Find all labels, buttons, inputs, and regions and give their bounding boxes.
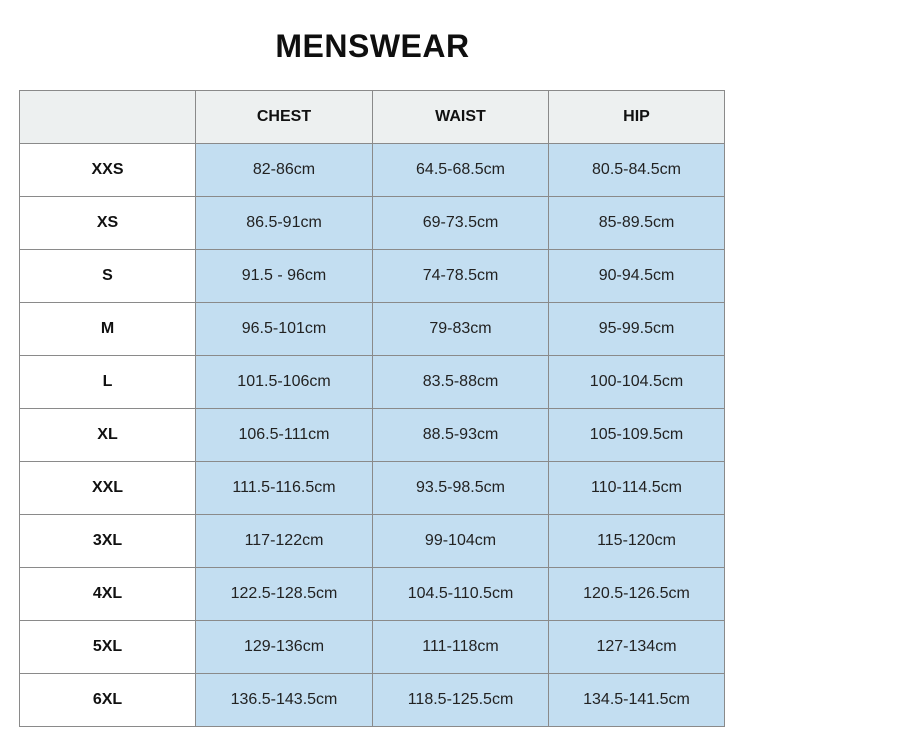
size-chart-table	[19, 90, 725, 727]
size-label: XL	[20, 409, 196, 462]
table-row	[20, 621, 725, 674]
size-label: M	[20, 303, 196, 356]
header-waist: WAIST	[373, 91, 549, 144]
chest-value: 86.5-91cm	[196, 197, 373, 250]
size-label: 5XL	[20, 621, 196, 674]
hip-value: 90-94.5cm	[549, 250, 725, 303]
hip-value: 95-99.5cm	[549, 303, 725, 356]
waist-value: 64.5-68.5cm	[373, 144, 549, 197]
waist-value: 69-73.5cm	[373, 197, 549, 250]
hip-value: 115-120cm	[549, 515, 725, 568]
waist-value: 93.5-98.5cm	[373, 462, 549, 515]
size-label: S	[20, 250, 196, 303]
size-label: L	[20, 356, 196, 409]
table-row	[20, 462, 725, 515]
chest-value: 96.5-101cm	[196, 303, 373, 356]
size-label: 3XL	[20, 515, 196, 568]
table-header	[20, 91, 725, 144]
waist-value: 88.5-93cm	[373, 409, 549, 462]
chest-value: 106.5-111cm	[196, 409, 373, 462]
chest-value: 111.5-116.5cm	[196, 462, 373, 515]
table-row	[20, 250, 725, 303]
table-row	[20, 568, 725, 621]
waist-value: 74-78.5cm	[373, 250, 549, 303]
hip-value: 127-134cm	[549, 621, 725, 674]
page-title: MENSWEAR	[275, 28, 470, 64]
chest-value: 136.5-143.5cm	[196, 674, 373, 727]
hip-value: 110-114.5cm	[549, 462, 725, 515]
size-label: 6XL	[20, 674, 196, 727]
waist-value: 83.5-88cm	[373, 356, 549, 409]
waist-value: 79-83cm	[373, 303, 549, 356]
waist-value: 99-104cm	[373, 515, 549, 568]
chest-value: 101.5-106cm	[196, 356, 373, 409]
header-chest: CHEST	[196, 91, 373, 144]
header-row	[20, 91, 725, 144]
chest-value: 91.5 - 96cm	[196, 250, 373, 303]
table-row	[20, 356, 725, 409]
table-row	[20, 303, 725, 356]
chest-value: 82-86cm	[196, 144, 373, 197]
waist-value: 104.5-110.5cm	[373, 568, 549, 621]
header-hip: HIP	[549, 91, 725, 144]
hip-value: 80.5-84.5cm	[549, 144, 725, 197]
waist-value: 118.5-125.5cm	[373, 674, 549, 727]
header-size-corner	[20, 91, 196, 144]
hip-value: 134.5-141.5cm	[549, 674, 725, 727]
table-row	[20, 409, 725, 462]
table-row	[20, 144, 725, 197]
table-row	[20, 197, 725, 250]
size-label: XXS	[20, 144, 196, 197]
chest-value: 122.5-128.5cm	[196, 568, 373, 621]
hip-value: 100-104.5cm	[549, 356, 725, 409]
hip-value: 85-89.5cm	[549, 197, 725, 250]
hip-value: 120.5-126.5cm	[549, 568, 725, 621]
hip-value: 105-109.5cm	[549, 409, 725, 462]
waist-value: 111-118cm	[373, 621, 549, 674]
table-body	[20, 144, 725, 727]
size-label: XXL	[20, 462, 196, 515]
chest-value: 117-122cm	[196, 515, 373, 568]
chest-value: 129-136cm	[196, 621, 373, 674]
table-row	[20, 674, 725, 727]
table-row	[20, 515, 725, 568]
size-label: 4XL	[20, 568, 196, 621]
size-label: XS	[20, 197, 196, 250]
